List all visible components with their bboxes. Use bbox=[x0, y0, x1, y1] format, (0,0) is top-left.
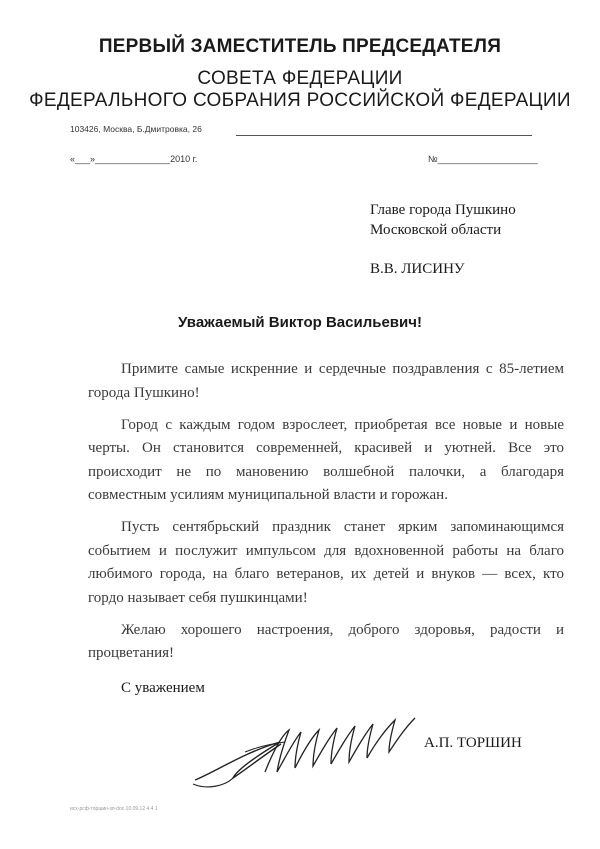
recipient-region: Московской области bbox=[370, 222, 502, 238]
greeting: Уважаемый Виктор Васильевич! bbox=[178, 314, 422, 331]
body-paragraph: Город с каждым годом взрослеет, приобретая все новые и новые черты. Он становится современней, красивей и уютней. Все это происходит не по мановению волшебной палочки, а благодаря совместным усилиям муниципальной власти и горожан. bbox=[88, 416, 564, 503]
body-paragraph: Пусть сентябрьский праздник станет ярким запоминающимся событием и послужит импульсом для вдохновенной работы на благо любимого города, на благо ветеранов, их детей и внуков — всех, кто гордо называет себя пушкинцами! bbox=[88, 519, 564, 606]
body-paragraph: Желаю хорошего настроения, доброго здоровья, радости и процветания! bbox=[88, 621, 564, 661]
document-footer-code: исх-рсф-торшин-зп-doc 10.09.12 4 4 1 bbox=[70, 806, 158, 812]
letterhead-title: ПЕРВЫЙ ЗАМЕСТИТЕЛЬ ПРЕДСЕДАТЕЛЯ bbox=[98, 36, 502, 57]
letterhead-divider bbox=[236, 135, 532, 136]
letterhead-address: 103426, Москва, Б.Дмитровка, 26 bbox=[70, 124, 202, 134]
letterhead-assembly: ФЕДЕРАЛЬНОГО СОБРАНИЯ РОССИЙСКОЙ ФЕДЕРАЦИИ bbox=[29, 90, 571, 111]
letterhead-council: СОВЕТА ФЕДЕРАЦИИ bbox=[197, 68, 403, 89]
number-field: №____________________ bbox=[428, 154, 538, 164]
signer-name: А.П. ТОРШИН bbox=[424, 735, 522, 751]
signature-icon bbox=[185, 712, 435, 790]
recipient-title: Главе города Пушкино bbox=[370, 202, 516, 218]
recipient-name: В.В. ЛИСИНУ bbox=[370, 261, 465, 277]
letter-body bbox=[88, 358, 564, 674]
date-field: «___»_______________2010 г. bbox=[70, 154, 198, 164]
body-paragraph: Примите самые искренние и сердечные поздравления с 85-летием города Пушкино! bbox=[88, 361, 564, 401]
closing-phrase: С уважением bbox=[121, 680, 205, 696]
